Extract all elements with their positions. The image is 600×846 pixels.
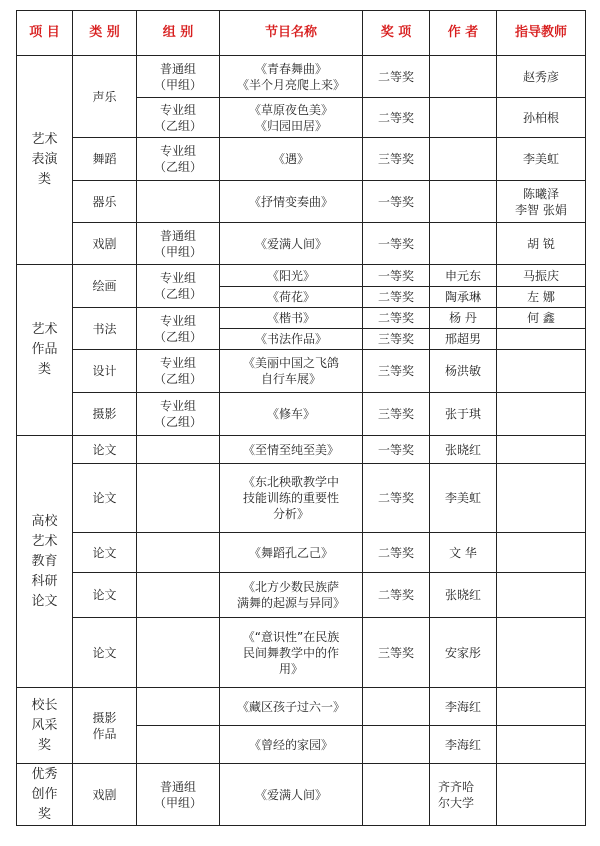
header-title: 节目名称 [220, 11, 363, 56]
award-cell: 二等奖 [363, 98, 430, 138]
group-cell: 专业组 （乙组） [137, 98, 220, 138]
award-cell: 三等奖 [363, 329, 430, 350]
award-cell: 二等奖 [363, 287, 430, 308]
author-cell: 张晓红 [430, 436, 497, 464]
award-cell: 一等奖 [363, 181, 430, 223]
section-papers: 高校 艺术 教育 科研 论文 [17, 436, 73, 688]
group-cell [137, 618, 220, 688]
header-author: 作 者 [430, 11, 497, 56]
group-cell: 专业组 （乙组） [137, 138, 220, 181]
author-cell: 杨 丹 [430, 308, 497, 329]
section-works: 艺术 作品 类 [17, 265, 73, 436]
author-cell [430, 181, 497, 223]
award-cell: 二等奖 [363, 308, 430, 329]
table-row [17, 533, 586, 573]
category-cell: 论文 [73, 573, 137, 618]
category-cell: 论文 [73, 464, 137, 533]
category-cell: 绘画 [73, 265, 137, 308]
author-cell: 杨洪敏 [430, 350, 497, 393]
category-cell: 设计 [73, 350, 137, 393]
group-cell: 普通组 （甲组） [137, 56, 220, 98]
group-cell: 专业组 （乙组） [137, 393, 220, 436]
category-cell: 论文 [73, 436, 137, 464]
header-row [17, 11, 586, 56]
award-cell [363, 688, 430, 726]
title-cell: 《东北秧歌教学中 技能训练的重要性 分析》 [220, 464, 363, 533]
author-cell [430, 98, 497, 138]
group-cell [137, 181, 220, 223]
author-cell: 安家彤 [430, 618, 497, 688]
table-row [17, 181, 586, 223]
table-row [17, 764, 586, 826]
group-cell [137, 533, 220, 573]
teacher-cell: 李美虹 [497, 138, 586, 181]
table-row [17, 464, 586, 533]
table-row [17, 265, 586, 287]
group-cell [137, 573, 220, 618]
award-cell: 一等奖 [363, 436, 430, 464]
teacher-cell [497, 464, 586, 533]
award-cell: 二等奖 [363, 56, 430, 98]
category-cell: 论文 [73, 618, 137, 688]
author-cell: 李海红 [430, 726, 497, 764]
award-cell: 三等奖 [363, 350, 430, 393]
award-cell [363, 726, 430, 764]
header-category: 类 别 [73, 11, 137, 56]
group-cell: 专业组 （乙组） [137, 308, 220, 350]
award-cell [363, 764, 430, 826]
group-cell [137, 436, 220, 464]
author-cell [430, 223, 497, 265]
teacher-cell [497, 393, 586, 436]
title-cell: 《修车》 [220, 393, 363, 436]
title-cell: 《爱满人间》 [220, 764, 363, 826]
table-row [17, 308, 586, 329]
header-teacher: 指导教师 [497, 11, 586, 56]
author-cell: 邢超男 [430, 329, 497, 350]
title-cell: 《阳光》 [220, 265, 363, 287]
teacher-cell: 左 娜 [497, 287, 586, 308]
title-cell: 《爱满人间》 [220, 223, 363, 265]
award-cell: 二等奖 [363, 533, 430, 573]
teacher-cell [497, 436, 586, 464]
author-cell: 张于琪 [430, 393, 497, 436]
header-award: 奖 项 [363, 11, 430, 56]
title-cell: 《楷书》 [220, 308, 363, 329]
teacher-cell [497, 764, 586, 826]
category-cell: 舞蹈 [73, 138, 137, 181]
title-cell: 《至情至纯至美》 [220, 436, 363, 464]
teacher-cell: 马振庆 [497, 265, 586, 287]
section-excellent: 优秀 创作 奖 [17, 764, 73, 826]
category-cell: 论文 [73, 533, 137, 573]
title-cell: 《美丽中国之飞鸽 自行车展》 [220, 350, 363, 393]
teacher-cell [497, 618, 586, 688]
title-cell: 《书法作品》 [220, 329, 363, 350]
title-cell: 《草原夜色美》 《归园田居》 [220, 98, 363, 138]
title-cell: 《抒情变奏曲》 [220, 181, 363, 223]
category-cell: 戏剧 [73, 764, 137, 826]
author-cell [430, 56, 497, 98]
author-cell [430, 138, 497, 181]
title-cell: 《“意识性”在民族 民间舞教学中的作 用》 [220, 618, 363, 688]
teacher-cell [497, 350, 586, 393]
title-cell: 《曾经的家园》 [220, 726, 363, 764]
author-cell: 文 华 [430, 533, 497, 573]
header-group: 组 别 [137, 11, 220, 56]
header-item: 项 目 [17, 11, 73, 56]
award-cell: 二等奖 [363, 464, 430, 533]
award-cell: 三等奖 [363, 618, 430, 688]
category-cell: 戏剧 [73, 223, 137, 265]
section-principal: 校长 风采 奖 [17, 688, 73, 764]
category-cell: 声乐 [73, 56, 137, 138]
group-cell: 专业组 （乙组） [137, 265, 220, 308]
teacher-cell [497, 688, 586, 726]
table-row [17, 573, 586, 618]
teacher-cell: 何 鑫 [497, 308, 586, 329]
group-cell: 普通组 （甲组） [137, 764, 220, 826]
table-row [17, 393, 586, 436]
group-cell: 普通组 （甲组） [137, 223, 220, 265]
table-row [17, 56, 586, 98]
award-cell: 一等奖 [363, 265, 430, 287]
teacher-cell [497, 573, 586, 618]
author-cell: 齐齐哈 尔大学 [430, 764, 497, 826]
teacher-cell [497, 329, 586, 350]
group-cell [137, 464, 220, 533]
table-row [17, 223, 586, 265]
award-cell: 三等奖 [363, 138, 430, 181]
category-cell: 书法 [73, 308, 137, 350]
author-cell: 申元东 [430, 265, 497, 287]
author-cell: 李海红 [430, 688, 497, 726]
group-cell [137, 726, 220, 764]
category-cell: 器乐 [73, 181, 137, 223]
category-cell: 摄影 作品 [73, 688, 137, 764]
group-cell: 专业组 （乙组） [137, 350, 220, 393]
title-cell: 《遇》 [220, 138, 363, 181]
title-cell: 《北方少数民族萨 满舞的起源与异同》 [220, 573, 363, 618]
awards-table [16, 10, 586, 826]
title-cell: 《荷花》 [220, 287, 363, 308]
teacher-cell [497, 726, 586, 764]
table-row [17, 436, 586, 464]
table-row [17, 688, 586, 726]
author-cell: 陶承琳 [430, 287, 497, 308]
section-performing: 艺术 表演 类 [17, 56, 73, 265]
teacher-cell [497, 533, 586, 573]
table-row [17, 138, 586, 181]
title-cell: 《青春舞曲》 《半个月亮爬上来》 [220, 56, 363, 98]
award-cell: 二等奖 [363, 573, 430, 618]
author-cell: 张晓红 [430, 573, 497, 618]
teacher-cell: 陈曦泽 李智 张娟 [497, 181, 586, 223]
teacher-cell: 赵秀彦 [497, 56, 586, 98]
category-cell: 摄影 [73, 393, 137, 436]
table-row [17, 618, 586, 688]
title-cell: 《舞蹈孔乙己》 [220, 533, 363, 573]
title-cell: 《藏区孩子过六一》 [220, 688, 363, 726]
award-cell: 三等奖 [363, 393, 430, 436]
table-row [17, 350, 586, 393]
teacher-cell: 孙柏根 [497, 98, 586, 138]
teacher-cell: 胡 锐 [497, 223, 586, 265]
award-cell: 一等奖 [363, 223, 430, 265]
group-cell [137, 688, 220, 726]
author-cell: 李美虹 [430, 464, 497, 533]
